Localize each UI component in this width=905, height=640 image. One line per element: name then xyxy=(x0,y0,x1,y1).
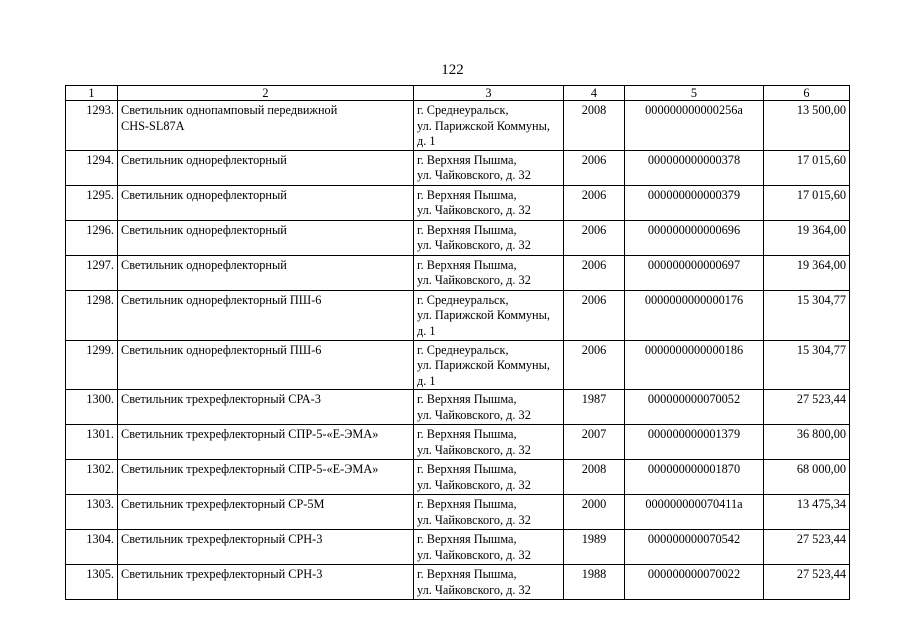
cost-cell: 15 304,77 xyxy=(764,290,850,340)
inventory-table xyxy=(65,85,850,600)
table-row xyxy=(66,185,850,220)
row-number-cell: 1299. xyxy=(66,340,118,390)
item-name-line: Светильник трехрефлекторный СР-5М xyxy=(121,497,325,512)
address-line: ул. Чайковского, д. 32 xyxy=(417,168,531,183)
address-line: д. 1 xyxy=(417,323,436,338)
cost-cell: 36 800,00 xyxy=(764,425,850,460)
address-line: г. Верхняя Пышма, xyxy=(417,497,517,512)
cost-cell: 13 475,34 xyxy=(764,495,850,530)
year-cell: 2006 xyxy=(564,255,625,290)
year-cell: 2008 xyxy=(564,460,625,495)
address-line: ул. Чайковского, д. 32 xyxy=(417,238,531,253)
address-line: ул. Чайковского, д. 32 xyxy=(417,407,531,422)
item-name-cell xyxy=(118,220,414,255)
row-number-cell: 1298. xyxy=(66,290,118,340)
address-cell xyxy=(414,495,564,530)
cost-cell: 17 015,60 xyxy=(764,150,850,185)
page-number: 122 xyxy=(441,62,464,78)
inventory-number-cell: 000000000000697 xyxy=(625,255,764,290)
address-line: ул. Чайковского, д. 32 xyxy=(417,203,531,218)
address-line: г. Верхняя Пышма, xyxy=(417,187,517,202)
inventory-number-cell: 000000000070022 xyxy=(625,565,764,600)
item-name-line: Светильник однорефлекторный ПШ-6 xyxy=(121,292,322,307)
inventory-number-cell: 000000000000696 xyxy=(625,220,764,255)
column-header-5: 5 xyxy=(625,86,764,101)
cost-cell: 27 523,44 xyxy=(764,530,850,565)
address-line: д. 1 xyxy=(417,134,436,149)
table-row xyxy=(66,101,850,151)
column-header-2: 2 xyxy=(118,86,414,101)
year-cell: 2006 xyxy=(564,150,625,185)
year-cell: 1987 xyxy=(564,390,625,425)
item-name-cell xyxy=(118,185,414,220)
cost-cell: 19 364,00 xyxy=(764,255,850,290)
table-row xyxy=(66,565,850,600)
inventory-number-cell: 000000000001379 xyxy=(625,425,764,460)
inventory-number-cell: 000000000000256а xyxy=(625,101,764,151)
year-cell: 2006 xyxy=(564,340,625,390)
table-row xyxy=(66,150,850,185)
address-cell xyxy=(414,150,564,185)
address-cell xyxy=(414,101,564,151)
table-row xyxy=(66,220,850,255)
table-row xyxy=(66,390,850,425)
cost-cell: 19 364,00 xyxy=(764,220,850,255)
row-number-cell: 1293. xyxy=(66,101,118,151)
table-header xyxy=(66,86,850,101)
inventory-number-cell: 0000000000000186 xyxy=(625,340,764,390)
table-row xyxy=(66,460,850,495)
address-line: г. Верхняя Пышма, xyxy=(417,257,517,272)
address-line: г. Верхняя Пышма, xyxy=(417,392,517,407)
address-line: г. Верхняя Пышма, xyxy=(417,532,517,547)
table-row xyxy=(66,255,850,290)
year-cell: 2008 xyxy=(564,101,625,151)
address-line: ул. Парижской Коммуны, xyxy=(417,358,550,373)
address-line: ул. Чайковского, д. 32 xyxy=(417,512,531,527)
inventory-number-cell: 000000000070411а xyxy=(625,495,764,530)
year-cell: 2007 xyxy=(564,425,625,460)
address-line: ул. Парижской Коммуны, xyxy=(417,308,550,323)
column-header-6: 6 xyxy=(764,86,850,101)
table-row xyxy=(66,290,850,340)
address-line: ул. Чайковского, д. 32 xyxy=(417,582,531,597)
item-name-cell xyxy=(118,255,414,290)
row-number-cell: 1295. xyxy=(66,185,118,220)
address-line: г. Среднеуральск, xyxy=(417,103,509,117)
year-cell: 1988 xyxy=(564,565,625,600)
address-line: ул. Чайковского, д. 32 xyxy=(417,273,531,288)
row-number-cell: 1294. xyxy=(66,150,118,185)
item-name-cell xyxy=(118,495,414,530)
item-name-line: Светильник однорефлекторный xyxy=(121,222,287,237)
address-cell xyxy=(414,425,564,460)
column-header-1: 1 xyxy=(66,86,118,101)
cost-cell: 27 523,44 xyxy=(764,390,850,425)
year-cell: 2006 xyxy=(564,290,625,340)
inventory-number-cell: 000000000070052 xyxy=(625,390,764,425)
address-line: ул. Чайковского, д. 32 xyxy=(417,442,531,457)
item-name-line: Светильник трехрефлекторный СРН-3 xyxy=(121,532,323,547)
row-number-cell: 1305. xyxy=(66,565,118,600)
table-row xyxy=(66,530,850,565)
item-name-line: Светильник трехрефлекторный СРА-3 xyxy=(121,392,321,407)
column-header-4: 4 xyxy=(564,86,625,101)
year-cell: 2006 xyxy=(564,220,625,255)
address-cell xyxy=(414,185,564,220)
inventory-number-cell: 000000000000378 xyxy=(625,150,764,185)
inventory-number-cell: 0000000000000176 xyxy=(625,290,764,340)
item-name-cell xyxy=(118,390,414,425)
row-number-cell: 1303. xyxy=(66,495,118,530)
item-name-line: Светильник однорефлекторный xyxy=(121,257,287,272)
year-cell: 2006 xyxy=(564,185,625,220)
item-name-line: Светильник трехрефлекторный СПР-5-«Е-ЭМА» xyxy=(121,427,379,442)
inventory-number-cell: 000000000070542 xyxy=(625,530,764,565)
item-name-line: Светильник трехрефлекторный СПР-5-«Е-ЭМА» xyxy=(121,462,379,477)
cost-cell: 27 523,44 xyxy=(764,565,850,600)
item-name-line: Светильник однорефлекторный xyxy=(121,187,287,202)
year-cell: 2000 xyxy=(564,495,625,530)
item-name-cell xyxy=(118,530,414,565)
item-name-line: Светильник однорефлекторный ПШ-6 xyxy=(121,342,322,357)
address-cell xyxy=(414,220,564,255)
address-line: ул. Чайковского, д. 32 xyxy=(417,547,531,562)
header-row xyxy=(66,86,850,101)
item-name-line: Светильник трехрефлекторный СРН-3 xyxy=(121,567,323,582)
address-line: г. Среднеуральск, xyxy=(417,292,509,307)
address-cell xyxy=(414,565,564,600)
address-line: г. Верхняя Пышма, xyxy=(417,427,517,442)
address-line: ул. Парижской Коммуны, xyxy=(417,118,550,133)
cost-cell: 13 500,00 xyxy=(764,101,850,151)
item-name-line: Светильник однопамповый передвижной xyxy=(121,103,338,117)
item-name-cell xyxy=(118,340,414,390)
row-number-cell: 1302. xyxy=(66,460,118,495)
row-number-cell: 1296. xyxy=(66,220,118,255)
item-name-cell xyxy=(118,290,414,340)
address-cell xyxy=(414,290,564,340)
row-number-cell: 1297. xyxy=(66,255,118,290)
address-line: г. Верхняя Пышма, xyxy=(417,567,517,582)
inventory-number-cell: 000000000001870 xyxy=(625,460,764,495)
cost-cell: 68 000,00 xyxy=(764,460,850,495)
address-cell xyxy=(414,530,564,565)
item-name-cell xyxy=(118,150,414,185)
table-row xyxy=(66,495,850,530)
address-line: г. Среднеуральск, xyxy=(417,342,509,357)
address-line: д. 1 xyxy=(417,373,436,388)
table-row xyxy=(66,425,850,460)
item-name-cell xyxy=(118,425,414,460)
address-cell xyxy=(414,340,564,390)
row-number-cell: 1304. xyxy=(66,530,118,565)
address-cell xyxy=(414,255,564,290)
cost-cell: 17 015,60 xyxy=(764,185,850,220)
row-number-cell: 1300. xyxy=(66,390,118,425)
column-header-3: 3 xyxy=(414,86,564,101)
inventory-number-cell: 000000000000379 xyxy=(625,185,764,220)
address-line: ул. Чайковского, д. 32 xyxy=(417,477,531,492)
row-number-cell: 1301. xyxy=(66,425,118,460)
address-line: г. Верхняя Пышма, xyxy=(417,152,517,167)
item-name-line: CHS-SL87A xyxy=(121,118,185,133)
item-name-line: Светильник однорефлекторный xyxy=(121,152,287,167)
item-name-cell xyxy=(118,101,414,151)
address-line: г. Верхняя Пышма, xyxy=(417,222,517,237)
item-name-cell xyxy=(118,565,414,600)
address-cell xyxy=(414,390,564,425)
table-body xyxy=(66,101,850,600)
address-cell xyxy=(414,460,564,495)
address-line: г. Верхняя Пышма, xyxy=(417,462,517,477)
year-cell: 1989 xyxy=(564,530,625,565)
table-row xyxy=(66,340,850,390)
item-name-cell xyxy=(118,460,414,495)
cost-cell: 15 304,77 xyxy=(764,340,850,390)
